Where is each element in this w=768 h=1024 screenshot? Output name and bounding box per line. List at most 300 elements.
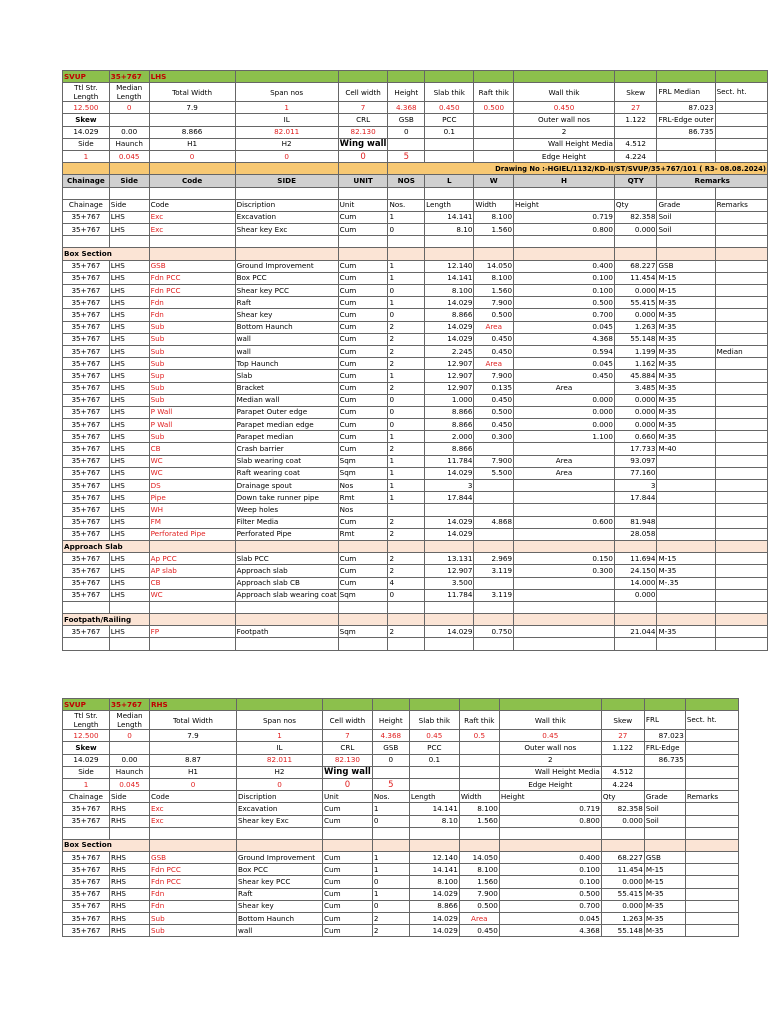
blank-cell[interactable] [149, 236, 235, 248]
cell-col-0[interactable]: 35+767 [63, 888, 110, 900]
cell-col-10[interactable]: M-40 [657, 443, 715, 455]
cell-col-3[interactable]: Raft [237, 888, 323, 900]
cell-col-10[interactable]: M-35 [644, 913, 685, 925]
cell-col-9[interactable]: 82.358 [614, 211, 657, 223]
blank-cell[interactable] [235, 638, 338, 650]
cell-col-6[interactable]: 3.500 [425, 577, 474, 589]
cell-col-11[interactable] [715, 431, 767, 443]
cell-col-3[interactable]: Box PCC [235, 272, 338, 284]
parameter-cell[interactable] [657, 138, 715, 150]
cell-col-0[interactable]: 35+767 [63, 815, 110, 827]
cell-col-2[interactable]: Sub [150, 925, 237, 937]
cell-col-3[interactable]: Slab PCC [235, 553, 338, 565]
cell-col-11[interactable] [715, 626, 767, 638]
cell-col-7[interactable]: 1.560 [459, 876, 499, 888]
cell-col-6[interactable]: 14.141 [425, 272, 474, 284]
summary-header-4[interactable]: UNIT [338, 175, 388, 187]
cell-col-4[interactable]: Cum [338, 345, 388, 357]
cell-col-2[interactable]: WC [149, 467, 235, 479]
section-blank-cell[interactable] [338, 248, 388, 260]
title-blank-cell[interactable] [614, 71, 657, 83]
parameter-cell[interactable]: 87.023 [644, 730, 685, 742]
blank-cell[interactable] [685, 827, 738, 839]
cell-col-7[interactable]: 1.560 [474, 285, 514, 297]
cell-col-3[interactable]: Shear key Exc [235, 224, 338, 236]
parameter-cell[interactable]: FRL [644, 711, 685, 730]
cell-col-4[interactable]: Cum [323, 925, 373, 937]
cell-col-5[interactable]: 2 [388, 345, 425, 357]
parameter-cell[interactable]: 86.735 [644, 754, 685, 766]
cell-col-9[interactable]: 1.263 [614, 321, 657, 333]
cell-col-6[interactable]: 1.000 [425, 394, 474, 406]
parameter-cell[interactable] [149, 114, 235, 126]
cell-col-9[interactable]: 0.000 [614, 589, 657, 601]
cell-col-11[interactable] [685, 900, 738, 912]
column-header-2[interactable]: Code [150, 791, 237, 803]
section-label[interactable]: Box Section [63, 839, 150, 851]
section-blank-cell[interactable] [614, 248, 657, 260]
cell-col-9[interactable]: 0.000 [614, 309, 657, 321]
cell-col-8[interactable] [514, 443, 615, 455]
blank-cell[interactable] [715, 638, 767, 650]
parameter-cell[interactable] [715, 114, 767, 126]
cell-col-6[interactable]: 12.140 [425, 260, 474, 272]
cell-col-8[interactable]: 0.100 [514, 285, 615, 297]
cell-col-3[interactable]: Raft wearing coat [235, 467, 338, 479]
cell-col-11[interactable] [685, 888, 738, 900]
cell-col-7[interactable]: 0.300 [474, 431, 514, 443]
cell-col-11[interactable] [685, 815, 738, 827]
parameter-cell[interactable] [715, 126, 767, 138]
cell-col-1[interactable]: LHS [109, 492, 149, 504]
cell-col-5[interactable]: 1 [372, 803, 409, 815]
cell-col-7[interactable]: 1.560 [459, 815, 499, 827]
parameter-cell[interactable]: 0.00 [110, 754, 150, 766]
cell-col-5[interactable]: 1 [388, 272, 425, 284]
cell-col-0[interactable]: 35+767 [63, 553, 110, 565]
cell-col-0[interactable]: 35+767 [63, 382, 110, 394]
cell-col-4[interactable]: Cum [338, 370, 388, 382]
cell-col-4[interactable]: Cum [338, 333, 388, 345]
cell-col-0[interactable]: 35+767 [63, 443, 110, 455]
cell-col-8[interactable]: 0.450 [514, 370, 615, 382]
cell-col-11[interactable] [685, 852, 738, 864]
cell-col-0[interactable]: 35+767 [63, 345, 110, 357]
cell-col-11[interactable] [715, 211, 767, 223]
cell-col-3[interactable]: Bottom Haunch [237, 913, 323, 925]
parameter-cell[interactable]: 82.011 [235, 126, 338, 138]
cell-col-3[interactable]: Bottom Haunch [235, 321, 338, 333]
cell-col-2[interactable]: P Wall [149, 406, 235, 418]
cell-col-4[interactable]: Cum [338, 382, 388, 394]
cell-col-5[interactable]: 2 [372, 913, 409, 925]
cell-col-11[interactable] [715, 480, 767, 492]
blank-cell[interactable] [614, 236, 657, 248]
cell-col-2[interactable]: Exc [149, 224, 235, 236]
cell-col-2[interactable]: Sub [149, 382, 235, 394]
section-blank-cell[interactable] [149, 614, 235, 626]
cell-col-9[interactable]: 3.485 [614, 382, 657, 394]
cell-col-9[interactable]: 17.844 [614, 492, 657, 504]
cell-col-5[interactable]: 2 [388, 553, 425, 565]
cell-col-1[interactable]: RHS [110, 888, 150, 900]
column-header-3[interactable]: Discription [237, 791, 323, 803]
cell-col-8[interactable]: 0.600 [514, 516, 615, 528]
parameter-cell[interactable]: Ttl Str. Length [63, 83, 110, 102]
cell-col-10[interactable]: Soil [644, 803, 685, 815]
column-header-10[interactable]: Grade [657, 199, 715, 211]
cell-col-10[interactable] [657, 528, 715, 540]
cell-col-3[interactable]: Parapet Outer edge [235, 406, 338, 418]
cell-col-9[interactable]: 1.199 [614, 345, 657, 357]
blank-cell[interactable] [474, 638, 514, 650]
cell-col-3[interactable]: Ground Improvement [235, 260, 338, 272]
cell-col-0[interactable]: 35+767 [63, 528, 110, 540]
cell-col-1[interactable]: LHS [109, 419, 149, 431]
cell-col-3[interactable]: Median wall [235, 394, 338, 406]
cell-col-5[interactable]: 0 [388, 406, 425, 418]
title-blank-cell[interactable] [235, 71, 338, 83]
parameter-cell[interactable]: 0.1 [409, 754, 459, 766]
cell-col-6[interactable]: 14.141 [425, 211, 474, 223]
parameter-cell[interactable]: H1 [150, 766, 237, 778]
cell-col-3[interactable]: wall [235, 333, 338, 345]
parameter-cell[interactable]: 27 [601, 730, 644, 742]
cell-col-4[interactable]: Cum [323, 815, 373, 827]
blank-cell[interactable] [388, 601, 425, 613]
parameter-cell[interactable]: 0.5 [459, 730, 499, 742]
blank-cell[interactable] [644, 827, 685, 839]
parameter-cell[interactable]: Slab thik [409, 711, 459, 730]
column-header-8[interactable]: Height [499, 791, 601, 803]
cell-col-9[interactable]: 14.000 [614, 577, 657, 589]
parameter-cell[interactable]: Outer wall nos [514, 114, 615, 126]
drawing-blank-cell[interactable] [235, 163, 338, 175]
blank-cell[interactable] [657, 638, 715, 650]
cell-col-3[interactable]: Shear key PCC [235, 285, 338, 297]
summary-header-3[interactable]: SIDE [235, 175, 338, 187]
cell-col-11[interactable] [715, 394, 767, 406]
cell-col-6[interactable]: 12.140 [409, 852, 459, 864]
cell-col-9[interactable]: 0.000 [614, 419, 657, 431]
parameter-cell[interactable]: 12.500 [63, 730, 110, 742]
column-header-5[interactable]: Nos. [388, 199, 425, 211]
cell-col-7[interactable]: Area [474, 358, 514, 370]
cell-col-3[interactable]: wall [235, 345, 338, 357]
cell-col-8[interactable]: 0.000 [514, 419, 615, 431]
cell-col-9[interactable]: 0.000 [614, 394, 657, 406]
section-blank-cell[interactable] [150, 839, 237, 851]
cell-col-8[interactable]: 0.700 [514, 309, 615, 321]
cell-col-4[interactable]: Sqm [338, 626, 388, 638]
cell-col-9[interactable]: 0.000 [614, 406, 657, 418]
parameter-cell[interactable]: Wing wall [339, 139, 387, 150]
parameter-cell[interactable] [409, 778, 459, 790]
summary-header-8[interactable]: H [514, 175, 615, 187]
cell-col-9[interactable]: 0.660 [614, 431, 657, 443]
cell-col-8[interactable]: 0.100 [514, 272, 615, 284]
parameter-cell[interactable]: 86.735 [657, 126, 715, 138]
sheet-title-0[interactable]: SVUP [63, 71, 110, 83]
cell-col-10[interactable] [657, 516, 715, 528]
cell-col-2[interactable]: GSB [149, 260, 235, 272]
parameter-cell[interactable]: 0.500 [474, 102, 514, 114]
parameter-cell[interactable]: Cell width [338, 83, 388, 102]
cell-col-0[interactable]: 35+767 [63, 419, 110, 431]
parameter-cell[interactable] [474, 114, 514, 126]
parameter-cell[interactable]: 0 [109, 102, 149, 114]
cell-col-5[interactable]: 0 [372, 900, 409, 912]
cell-col-9[interactable]: 0.000 [601, 900, 644, 912]
cell-col-7[interactable]: 8.100 [474, 211, 514, 223]
cell-col-10[interactable] [657, 480, 715, 492]
cell-col-7[interactable]: 0.500 [474, 309, 514, 321]
blank-cell[interactable] [338, 638, 388, 650]
section-blank-cell[interactable] [425, 540, 474, 552]
parameter-cell[interactable]: 12.500 [63, 102, 110, 114]
cell-col-2[interactable]: Sub [149, 345, 235, 357]
cell-col-4[interactable]: Cum [338, 419, 388, 431]
sheet-title-2[interactable]: LHS [149, 71, 235, 83]
parameter-cell[interactable]: 0.1 [425, 126, 474, 138]
cell-col-4[interactable]: Cum [323, 864, 373, 876]
cell-col-5[interactable]: 2 [388, 443, 425, 455]
cell-col-2[interactable]: WH [149, 504, 235, 516]
cell-col-8[interactable]: 0.719 [499, 803, 601, 815]
parameter-cell[interactable] [150, 742, 237, 754]
parameter-cell[interactable]: 8.87 [150, 754, 237, 766]
parameter-cell[interactable] [409, 766, 459, 778]
cell-col-6[interactable]: 14.029 [425, 626, 474, 638]
cell-col-10[interactable]: M-15 [657, 272, 715, 284]
cell-col-1[interactable]: LHS [109, 577, 149, 589]
parameter-cell[interactable]: 2 [514, 126, 615, 138]
parameter-cell[interactable]: Span nos [235, 83, 338, 102]
cell-col-2[interactable]: Sub [149, 321, 235, 333]
cell-col-5[interactable]: 4 [388, 577, 425, 589]
title-blank-cell[interactable] [388, 71, 425, 83]
cell-col-8[interactable]: 0.400 [499, 852, 601, 864]
cell-col-6[interactable]: 17.844 [425, 492, 474, 504]
parameter-cell[interactable]: GSB [388, 114, 425, 126]
cell-col-3[interactable]: Ground Improvement [237, 852, 323, 864]
parameter-cell[interactable] [474, 150, 514, 162]
blank-cell[interactable] [149, 638, 235, 650]
column-header-7[interactable]: Width [459, 791, 499, 803]
cell-col-11[interactable] [715, 565, 767, 577]
cell-col-1[interactable]: RHS [110, 803, 150, 815]
cell-col-3[interactable]: Parapet median [235, 431, 338, 443]
cell-col-8[interactable] [514, 480, 615, 492]
cell-col-4[interactable]: Cum [338, 272, 388, 284]
cell-col-6[interactable] [425, 504, 474, 516]
summary-header-7[interactable]: W [474, 175, 514, 187]
cell-col-3[interactable]: wall [237, 925, 323, 937]
parameter-cell[interactable]: Ttl Str. Length [63, 711, 110, 730]
cell-col-6[interactable]: 3 [425, 480, 474, 492]
cell-col-5[interactable]: 0 [388, 589, 425, 601]
cell-col-1[interactable]: LHS [109, 321, 149, 333]
parameter-cell[interactable]: Sect. ht. [715, 83, 767, 102]
parameter-cell[interactable]: FRL-Edge outer [657, 114, 715, 126]
blank-cell[interactable] [109, 638, 149, 650]
cell-col-7[interactable]: 0.450 [459, 925, 499, 937]
column-header-6[interactable]: Length [425, 199, 474, 211]
cell-col-3[interactable]: Crash barrier [235, 443, 338, 455]
parameter-cell[interactable]: 14.029 [63, 126, 110, 138]
cell-col-3[interactable]: Shear key PCC [237, 876, 323, 888]
cell-col-8[interactable]: 0.045 [514, 358, 615, 370]
section-blank-cell[interactable] [657, 248, 715, 260]
parameter-cell[interactable]: 0 [237, 778, 323, 790]
column-header-2[interactable]: Code [149, 199, 235, 211]
cell-col-2[interactable]: Sub [149, 358, 235, 370]
cell-col-9[interactable] [614, 504, 657, 516]
cell-col-8[interactable] [514, 577, 615, 589]
cell-col-5[interactable]: 0 [372, 815, 409, 827]
cell-col-10[interactable]: M-35 [657, 309, 715, 321]
cell-col-5[interactable]: 0 [388, 309, 425, 321]
parameter-cell[interactable]: Slab thik [425, 83, 474, 102]
cell-col-2[interactable]: Sub [150, 913, 237, 925]
parameter-cell[interactable]: H2 [235, 138, 338, 150]
cell-col-4[interactable]: Nos [338, 480, 388, 492]
cell-col-8[interactable]: Area [514, 382, 615, 394]
cell-col-7[interactable]: 0.450 [474, 394, 514, 406]
cell-col-3[interactable]: Approach slab CB [235, 577, 338, 589]
cell-col-5[interactable]: 1 [372, 852, 409, 864]
cell-col-4[interactable]: Cum [338, 358, 388, 370]
parameter-cell[interactable]: FRL Median [657, 83, 715, 102]
cell-col-7[interactable]: 1.560 [474, 224, 514, 236]
cell-col-1[interactable]: LHS [109, 504, 149, 516]
blank-cell[interactable] [235, 236, 338, 248]
blank-cell[interactable] [323, 827, 373, 839]
cell-col-1[interactable]: LHS [109, 211, 149, 223]
cell-col-11[interactable] [715, 455, 767, 467]
blank-cell[interactable] [409, 827, 459, 839]
cell-col-3[interactable]: Footpath [235, 626, 338, 638]
blank-cell[interactable] [474, 187, 514, 199]
section-blank-cell[interactable] [372, 839, 409, 851]
parameter-cell[interactable]: Skew [601, 711, 644, 730]
cell-col-0[interactable]: 35+767 [63, 480, 110, 492]
cell-col-7[interactable]: 14.050 [459, 852, 499, 864]
cell-col-1[interactable]: LHS [109, 358, 149, 370]
parameter-cell[interactable]: IL [237, 742, 323, 754]
cell-col-10[interactable]: M-35 [644, 888, 685, 900]
cell-col-9[interactable]: 0.000 [601, 815, 644, 827]
blank-cell[interactable] [474, 236, 514, 248]
cell-col-5[interactable]: 1 [388, 467, 425, 479]
cell-col-1[interactable]: RHS [110, 900, 150, 912]
cell-col-1[interactable]: LHS [109, 455, 149, 467]
title-blank-cell[interactable] [323, 699, 373, 711]
cell-col-2[interactable]: AP slab [149, 565, 235, 577]
parameter-cell[interactable]: CRL [338, 114, 388, 126]
cell-col-3[interactable]: Bracket [235, 382, 338, 394]
drawing-blank-cell[interactable] [63, 163, 110, 175]
title-blank-cell[interactable] [685, 699, 738, 711]
blank-cell[interactable] [514, 236, 615, 248]
cell-col-4[interactable]: Cum [338, 431, 388, 443]
parameter-cell[interactable]: 0.045 [109, 150, 149, 162]
cell-col-2[interactable]: P Wall [149, 419, 235, 431]
cell-col-1[interactable]: LHS [109, 394, 149, 406]
blank-cell[interactable] [715, 601, 767, 613]
parameter-cell[interactable]: Outer wall nos [499, 742, 601, 754]
cell-col-11[interactable] [715, 382, 767, 394]
cell-col-1[interactable]: LHS [109, 565, 149, 577]
title-blank-cell[interactable] [409, 699, 459, 711]
parameter-cell[interactable]: PCC [425, 114, 474, 126]
parameter-cell[interactable]: FRL-Edge [644, 742, 685, 754]
summary-header-2[interactable]: Code [149, 175, 235, 187]
blank-cell[interactable] [425, 236, 474, 248]
cell-col-1[interactable]: LHS [109, 224, 149, 236]
cell-col-4[interactable]: Cum [338, 260, 388, 272]
parameter-cell[interactable]: Edge Height [514, 150, 615, 162]
cell-col-10[interactable]: M-35 [657, 321, 715, 333]
cell-col-2[interactable]: Fdn PCC [150, 864, 237, 876]
parameter-cell[interactable]: 82.130 [338, 126, 388, 138]
parameter-cell[interactable]: Side [63, 138, 110, 150]
cell-col-10[interactable] [657, 455, 715, 467]
cell-col-6[interactable]: 8.866 [425, 406, 474, 418]
blank-cell[interactable] [715, 187, 767, 199]
cell-col-0[interactable]: 35+767 [63, 431, 110, 443]
parameter-cell[interactable] [459, 766, 499, 778]
parameter-cell[interactable]: H2 [237, 766, 323, 778]
cell-col-3[interactable]: Shear key [237, 900, 323, 912]
cell-col-10[interactable]: M-35 [657, 565, 715, 577]
cell-col-1[interactable]: LHS [109, 370, 149, 382]
cell-col-0[interactable]: 35+767 [63, 626, 110, 638]
title-blank-cell[interactable] [425, 71, 474, 83]
cell-col-4[interactable]: Nos [338, 504, 388, 516]
cell-col-1[interactable]: RHS [110, 864, 150, 876]
parameter-cell[interactable]: Haunch [110, 766, 150, 778]
cell-col-11[interactable] [715, 260, 767, 272]
cell-col-0[interactable]: 35+767 [63, 864, 110, 876]
section-blank-cell[interactable] [409, 839, 459, 851]
cell-col-0[interactable]: 35+767 [63, 925, 110, 937]
cell-col-7[interactable]: 8.100 [459, 803, 499, 815]
cell-col-1[interactable]: RHS [110, 876, 150, 888]
cell-col-10[interactable]: Soil [657, 211, 715, 223]
cell-col-5[interactable]: 0 [388, 419, 425, 431]
blank-cell[interactable] [601, 827, 644, 839]
cell-col-4[interactable]: Cum [338, 394, 388, 406]
cell-col-7[interactable]: 3.119 [474, 565, 514, 577]
column-header-9[interactable]: Qty [601, 791, 644, 803]
cell-col-11[interactable] [715, 285, 767, 297]
cell-col-4[interactable]: Cum [323, 803, 373, 815]
parameter-cell[interactable]: H1 [149, 138, 235, 150]
blank-cell[interactable] [425, 638, 474, 650]
parameter-cell[interactable]: 0 [323, 778, 373, 790]
parameter-cell[interactable] [110, 742, 150, 754]
cell-col-1[interactable]: RHS [110, 913, 150, 925]
cell-col-10[interactable]: M-35 [657, 345, 715, 357]
cell-col-8[interactable]: 4.368 [514, 333, 615, 345]
parameter-cell[interactable]: 1 [63, 150, 110, 162]
cell-col-2[interactable]: Pipe [149, 492, 235, 504]
parameter-cell[interactable] [685, 730, 738, 742]
blank-cell[interactable] [657, 236, 715, 248]
cell-col-0[interactable]: 35+767 [63, 455, 110, 467]
parameter-cell[interactable]: Cell width [323, 711, 373, 730]
